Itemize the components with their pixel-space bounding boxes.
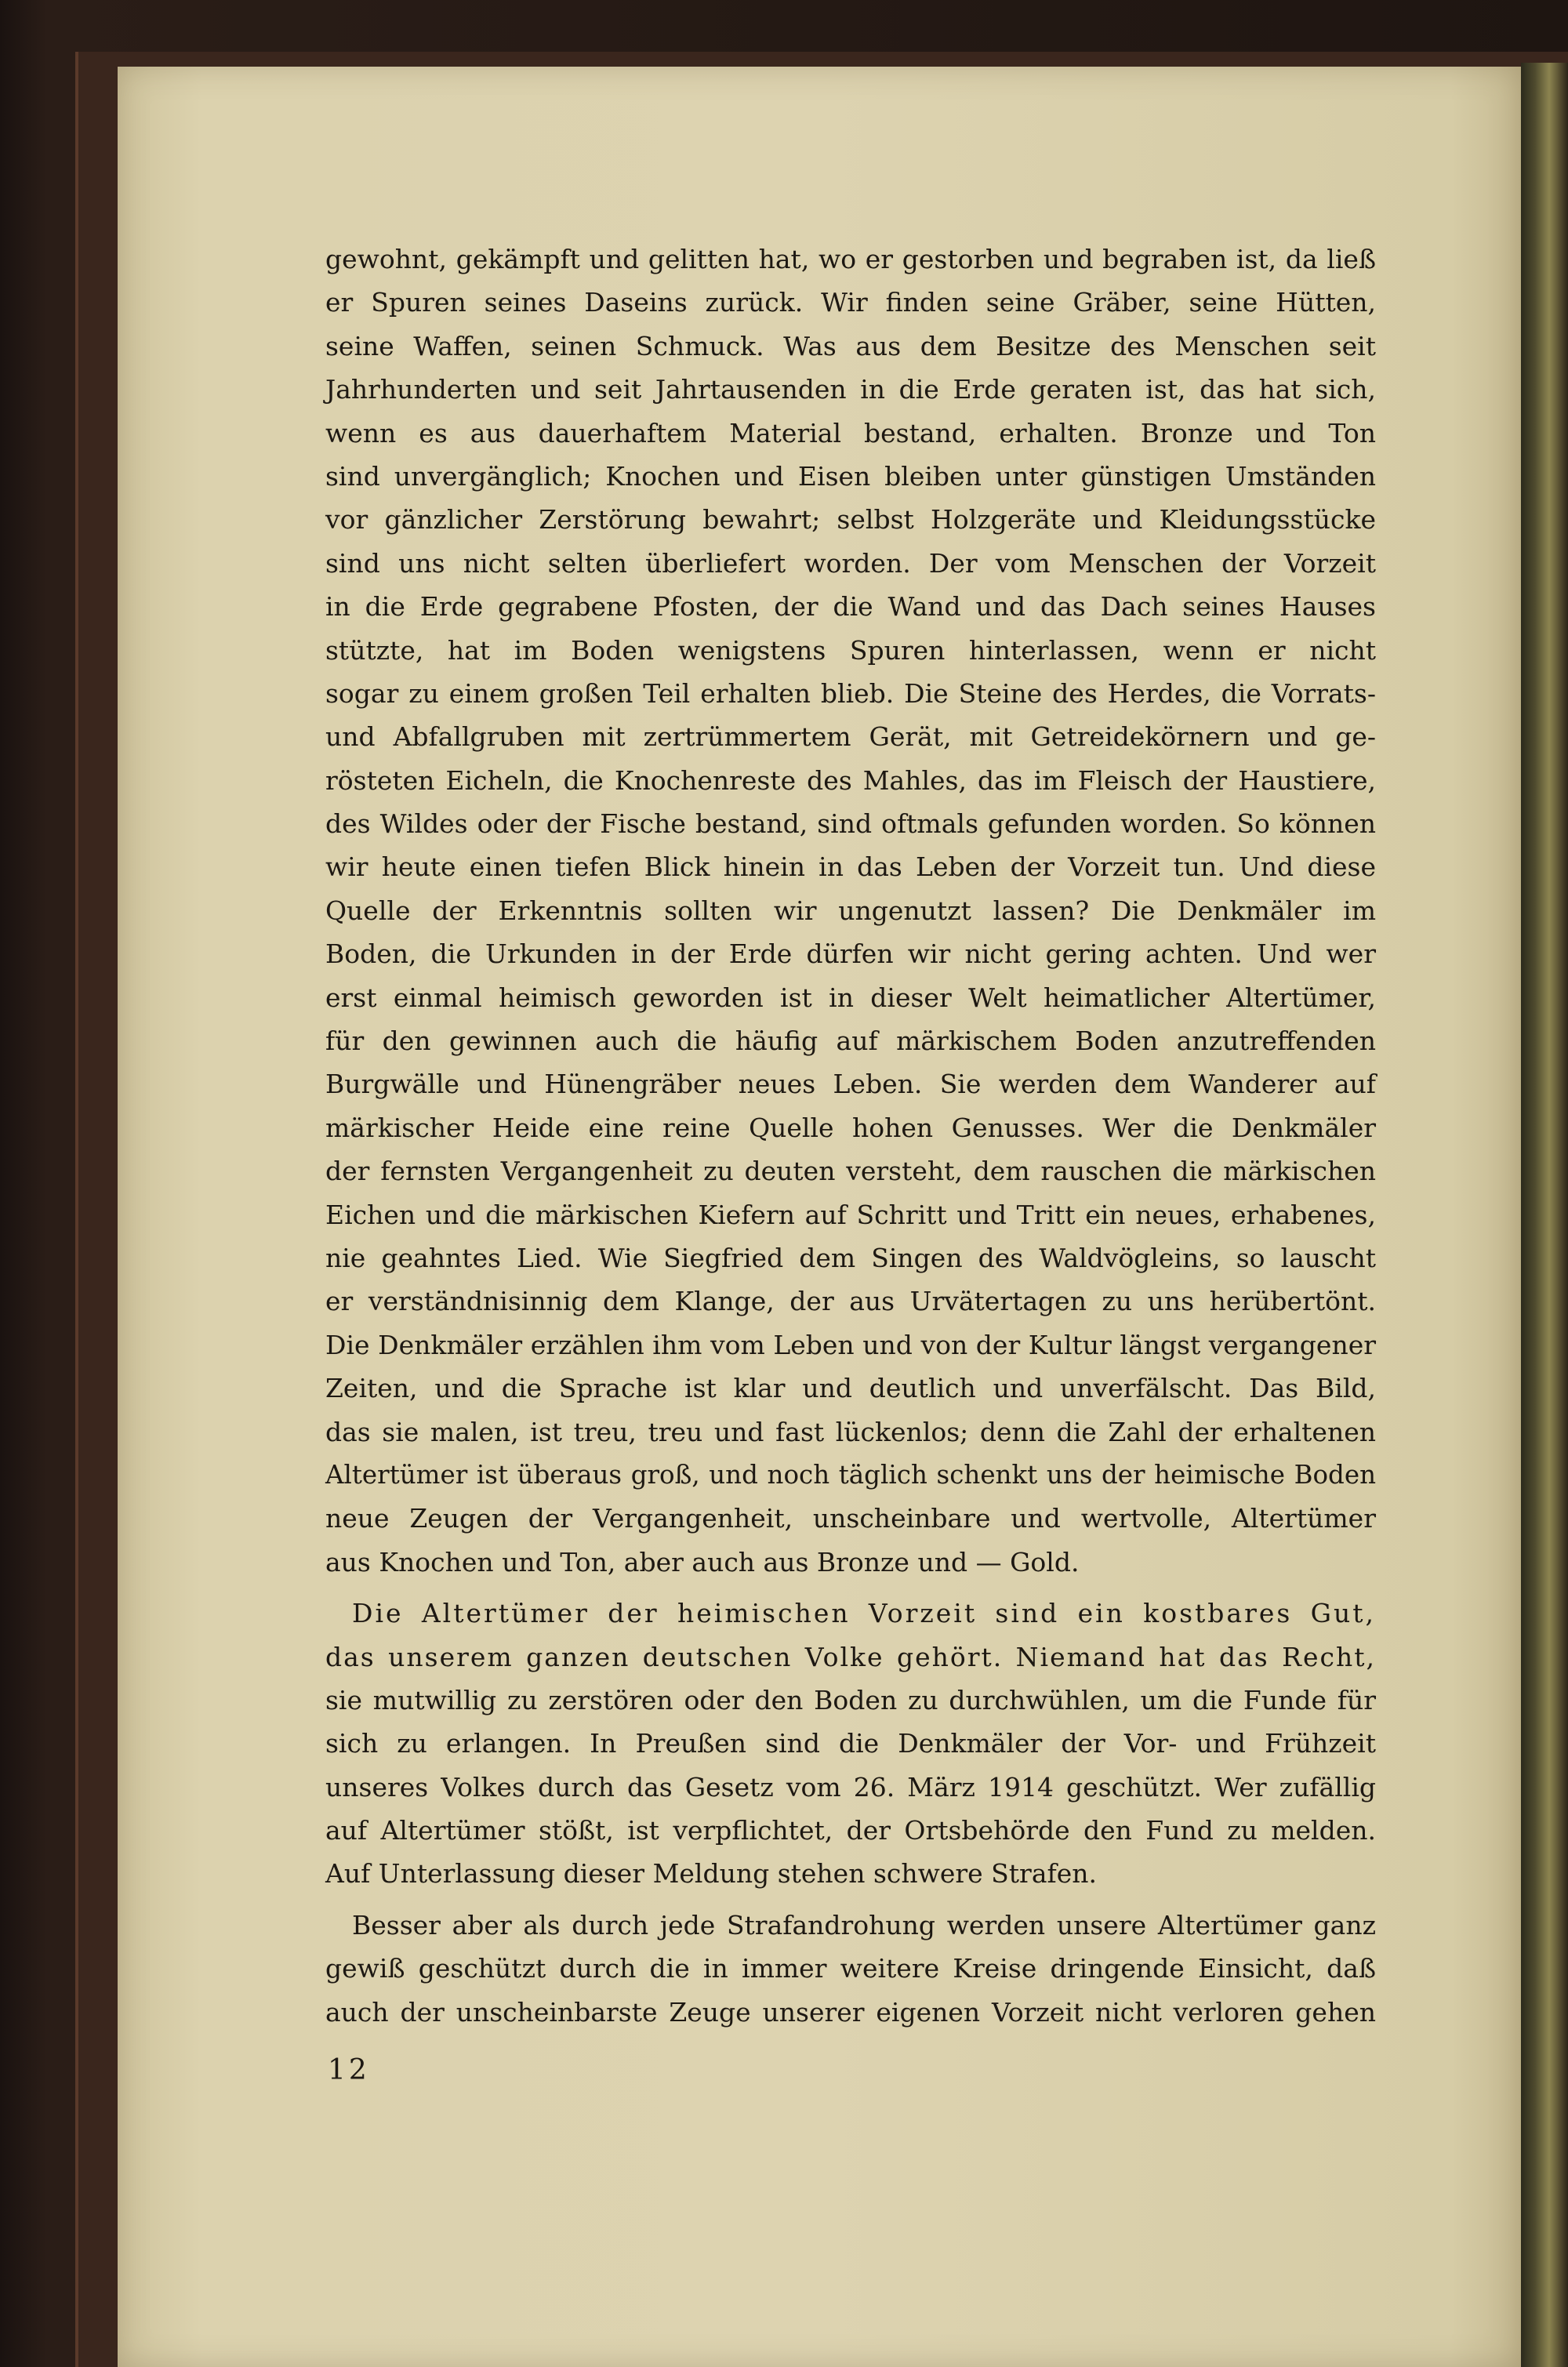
text-line: nie geahntes Lied. Wie Siegfried dem Singen des Waldvögleins, so lauscht [325, 1242, 1376, 1273]
text-line: sie mutwillig zu zerstören oder den Boden zu durchwühlen, um die Funde für [325, 1684, 1376, 1715]
text-line: er verständnisinnig dem Klange, der aus Urvätertagen zu uns herübertönt. [325, 1286, 1376, 1317]
paragraph-gap [325, 1584, 1376, 1592]
text-line: neue Zeugen der Vergangenheit, unscheinbare und wertvolle, Altertümer [325, 1503, 1376, 1534]
text-line: Die Denkmäler erzählen ihm vom Leben und von der Kultur längst vergangener [325, 1329, 1376, 1360]
text-line: und Abfallgruben mit zertrümmertem Gerät, mit Getreidekörnern und ge- [325, 721, 1376, 753]
paragraph-2 [325, 1592, 1376, 1896]
text-line: Jahrhunderten und seit Jahrtausenden in die Erde geraten ist, das hat sich, [325, 374, 1376, 405]
text-line: auf Altertümer stößt, ist verpflichtet, der Ortsbehörde den Fund zu melden. [325, 1815, 1376, 1846]
paragraph-gap [325, 1896, 1376, 1904]
text-line: gewiß geschützt durch die in immer weitere Kreise dringende Einsicht, daß [325, 1953, 1376, 1984]
text-line: wir heute einen tiefen Blick hinein in das Leben der Vorzeit tun. Und diese [325, 851, 1376, 883]
text-line: das sie malen, ist treu, treu und fast lückenlos; denn die Zahl der erhaltenen [325, 1416, 1376, 1447]
next-page-edge [1521, 63, 1568, 2367]
text-line: auch der unscheinbarste Zeuge unserer eigenen Vorzeit nicht verloren gehen [325, 1996, 1376, 2028]
text-line: erst einmal heimisch geworden ist in dieser Welt heimatlicher Altertümer, [325, 982, 1376, 1013]
text-line: aus Knochen und Ton, aber auch aus Bronze und — Gold. [325, 1546, 1080, 1577]
text-line: der fernsten Vergangenheit zu deuten versteht, dem rauschen die märkischen [325, 1156, 1376, 1187]
text-line: Quelle der Erkenntnis sollten wir ungenutzt lassen? Die Denkmäler im [325, 895, 1376, 926]
text-line: des Wildes oder der Fische bestand, sind oftmals gefunden worden. So können [325, 808, 1376, 840]
text-line: stützte, hat im Boden wenigstens Spuren hinterlassen, wenn er nicht [325, 634, 1376, 666]
text-line: er Spuren seines Daseins zurück. Wir finden seine Gräber, seine Hütten, [325, 287, 1376, 318]
text-line: gewohnt, gekämpft und gelitten hat, wo er gestorben und begraben ist, da ließ [325, 244, 1376, 274]
paragraph-3 [325, 1904, 1376, 2034]
text-line: sich zu erlangen. In Preußen sind die Denkmäler der Vor- und Frühzeit [325, 1728, 1376, 1759]
text-line: Eichen und die märkischen Kiefern auf Schritt und Tritt ein neues, erhabenes, [325, 1199, 1376, 1230]
text-line: sind uns nicht selten überliefert worden. Der vom Menschen der Vorzeit [325, 547, 1376, 579]
text-line: Auf Unterlassung dieser Meldung stehen schwere Strafen. [325, 1858, 1097, 1890]
text-line: in die Erde gegrabene Pfosten, der die Wand und das Dach seines Hauses [325, 591, 1376, 623]
text-line: wenn es aus dauerhaftem Material bestand, erhalten. Bronze und Ton [325, 417, 1376, 448]
paragraph-1 [325, 238, 1376, 1584]
text-line: unseres Volkes durch das Gesetz vom 26. März 1914 geschützt. Wer zufällig [325, 1771, 1376, 1802]
text-line: Die Altertümer der heimischen Vorzeit sind ein kostbares Gut, [352, 1598, 1376, 1629]
text-line: vor gänzlicher Zerstörung bewahrt; selbst Holzgeräte und Kleidungsstücke [325, 504, 1376, 535]
text-line: Boden, die Urkunden in der Erde dürfen wir nicht gering achten. Und wer [325, 938, 1376, 970]
text-line: märkischer Heide eine reine Quelle hohen Genusses. Wer die Denkmäler [325, 1112, 1376, 1143]
text-line: Besser aber als durch jede Strafandrohung werden unsere Altertümer ganz [352, 1909, 1376, 1940]
text-line: für den gewinnen auch die häufig auf märkischem Boden anzutreffenden [325, 1026, 1376, 1057]
page-number: 12 [328, 2054, 370, 2086]
text-line: Zeiten, und die Sprache ist klar und deutlich und unverfälscht. Das Bild, [325, 1373, 1376, 1404]
text-line: sogar zu einem großen Teil erhalten blieb. Die Steine des Herdes, die Vorrats- [325, 677, 1376, 709]
text-line: das unserem ganzen deutschen Volke gehört. Niemand hat das Recht, [325, 1641, 1376, 1672]
text-line: seine Waffen, seinen Schmuck. Was aus dem Besitze des Menschen seit [325, 330, 1376, 361]
text-line: sind unvergänglich; Knochen und Eisen bleiben unter günstigen Umständen [325, 460, 1376, 492]
body-text [325, 238, 1376, 2034]
text-line: rösteten Eicheln, die Knochenreste des Mahles, das im Fleisch der Haustiere, [325, 764, 1376, 796]
text-line: Burgwälle und Hünengräber neues Leben. Sie werden dem Wanderer auf [325, 1069, 1376, 1100]
text-line: Altertümer ist überaus groß, und noch täglich schenkt uns der heimische Boden [325, 1459, 1376, 1490]
